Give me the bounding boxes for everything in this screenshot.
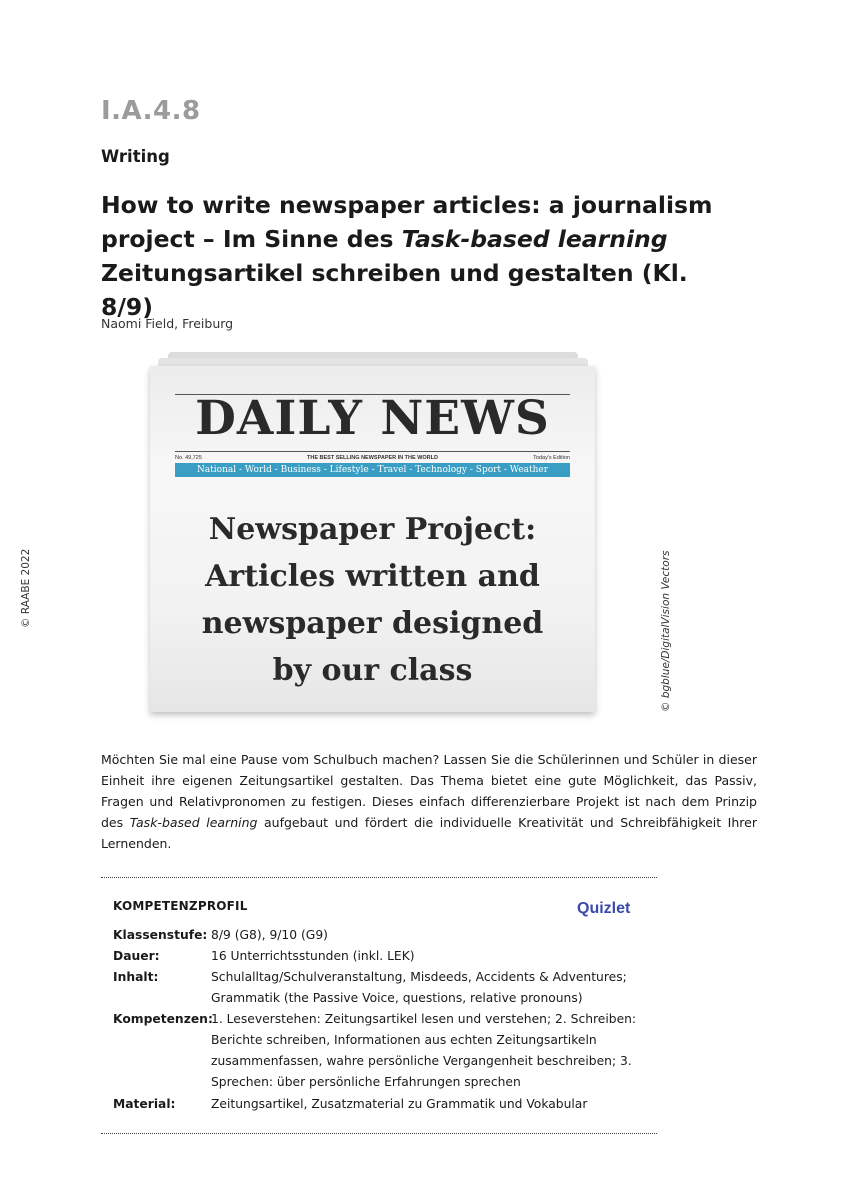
title-part-2: Zeitungsartikel schreiben und gestalten (Kl. 8/9) xyxy=(101,259,688,321)
profile-label: Klassenstufe: xyxy=(113,928,208,942)
profile-value: Schulalltag/Schulveranstaltung, Misdeeds, Accidents & Adventures; Grammatik (the Passive Voice, questions, relative pronouns) xyxy=(211,970,627,1005)
profile-value: 16 Unterrichtsstunden (inkl. LEK) xyxy=(211,949,415,963)
newspaper-edition: Today's Edition xyxy=(533,455,570,461)
profile-label: Kompetenzen: xyxy=(113,1012,213,1026)
profile-value: 1. Leseverstehen: Zeitungsartikel lesen und verstehen; 2. Schreiben: Berichte schreiben, Informationen aus echten Zeitungsartikeln zusammenfassen, wahre persönliche Vergangenheit beschreiben; 3. Sprechen: über persönliche Erfahrungen sprechen xyxy=(211,1012,637,1089)
profile-label: Material: xyxy=(113,1097,176,1111)
author: Naomi Field, Freiburg xyxy=(101,316,234,331)
newspaper-sections-bar: National - World - Business - Lifestyle - Travel - Technology - Sport - Weather xyxy=(175,463,570,477)
profile-divider-top xyxy=(101,877,657,878)
intro-paragraph xyxy=(101,749,757,854)
headline-line: by our class xyxy=(272,653,473,688)
image-credit: © bgblue/DigitalVision Vectors xyxy=(660,550,672,712)
page-title xyxy=(101,188,741,324)
profile-divider-bottom xyxy=(101,1133,657,1134)
intro-italic: Task-based learning xyxy=(129,815,258,830)
newspaper-front-page xyxy=(150,366,595,712)
newspaper-issue: No. 49,725 xyxy=(175,455,202,461)
masthead-rule-bottom xyxy=(175,451,570,452)
newspaper-tagline: THE BEST SELLING NEWSPAPER IN THE WORLD xyxy=(307,455,438,461)
headline-line: Newspaper Project: xyxy=(208,512,537,547)
intro-part-1: Möchten Sie mal eine Pause vom Schulbuch machen? Lassen Sie die Schülerinnen und Schüler in dieser Einheit ihre eigenen Zeitungsartikel gestalten. Das Thema bietet eine gute Möglichkeit, das Passiv, Fragen und Relativpronomen zu festigen. Dieses einfach differenzierbare Projekt ist nach dem Prinzip des xyxy=(101,752,757,830)
copyright-left: © RAABE 2022 xyxy=(20,548,32,628)
profile-value: Zeitungsartikel, Zusatzmaterial zu Grammatik und Vokabular xyxy=(211,1097,588,1111)
headline-line: newspaper designed xyxy=(201,606,544,641)
profile-label: Dauer: xyxy=(113,949,160,963)
quizlet-logo: Quizlet xyxy=(577,900,631,917)
newspaper-masthead: DAILY NEWS xyxy=(195,391,550,446)
profile-title: KOMPETENZPROFIL xyxy=(113,899,248,913)
title-part-1: How to write newspaper articles: a journalism project – Im Sinne des xyxy=(101,191,713,253)
section-label: Writing xyxy=(101,147,170,166)
unit-code: I.A.4.8 xyxy=(101,96,201,126)
profile-label: Inhalt: xyxy=(113,970,159,984)
intro-part-2: aufgebaut und fördert die individuelle Kreativität und Schreibfähigkeit Ihrer Lernenden. xyxy=(101,815,757,851)
newspaper-illustration xyxy=(150,352,595,714)
newspaper-headline xyxy=(150,506,595,694)
headline-line: Articles written and xyxy=(205,559,540,594)
profile-value: 8/9 (G8), 9/10 (G9) xyxy=(211,928,328,942)
title-italic: Task-based learning xyxy=(401,225,668,253)
